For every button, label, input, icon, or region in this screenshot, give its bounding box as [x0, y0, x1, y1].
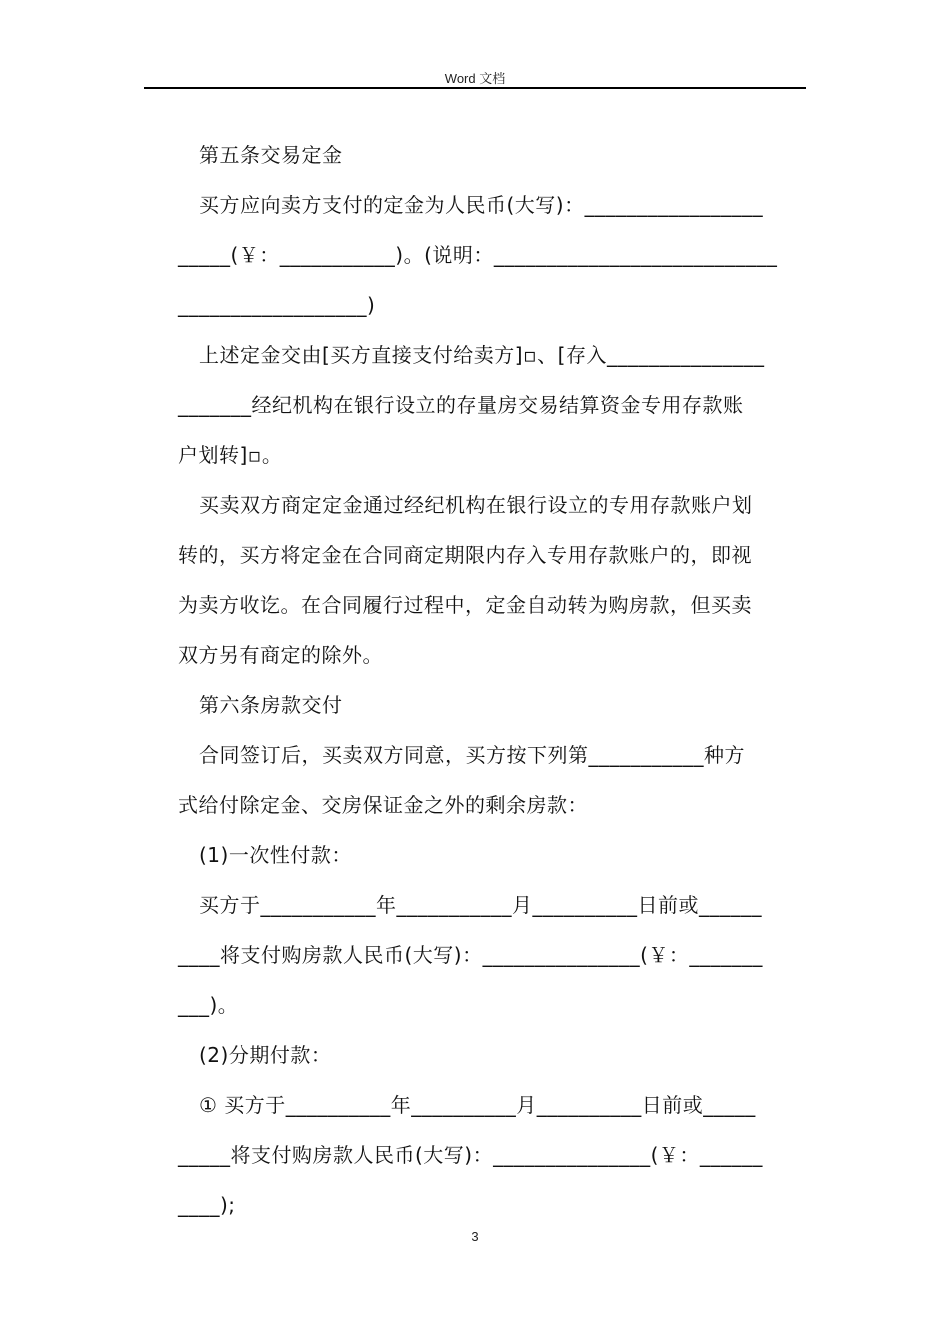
- page-number: 3: [471, 1229, 479, 1244]
- paragraph-line: ____);: [178, 1193, 236, 1217]
- article-6-heading: 第六条房款交付: [199, 693, 343, 717]
- paragraph-line: _____(￥：___________)。(说明：___________________________: [178, 243, 778, 267]
- paragraph-line: _______经纪机构在银行设立的存量房交易结算资金专用存款账: [178, 393, 744, 417]
- paragraph-line: 转的，买方将定金在合同商定期限内存入专用存款账户的，即视: [178, 543, 752, 567]
- option-1-heading: (1)一次性付款：: [199, 843, 352, 867]
- article-5-heading: 第五条交易定金: [199, 143, 343, 167]
- option-2-heading: (2)分期付款：: [199, 1043, 332, 1067]
- paragraph-line: 双方另有商定的除外。: [178, 643, 383, 667]
- header-rule: [144, 87, 806, 89]
- paragraph-line: _____将支付购房款人民币(大写)：_______________(￥：______: [178, 1143, 763, 1167]
- paragraph-line: 买方应向卖方支付的定金为人民币(大写)：_________________: [199, 193, 764, 217]
- paragraph-line: 为卖方收讫。在合同履行过程中，定金自动转为购房款，但买卖: [178, 593, 752, 617]
- paragraph-line: 户划转]▫。: [178, 443, 283, 467]
- page-header: Word 文档: [444, 71, 506, 86]
- paragraph-line: ____将支付购房款人民币(大写)：_______________(￥：_______: [178, 943, 763, 967]
- paragraph-line: ① 买方于__________年__________月__________日前或_____: [199, 1093, 756, 1117]
- paragraph-line: 买方于___________年___________月__________日前或______: [199, 893, 762, 917]
- paragraph-line: 合同签订后，买卖双方同意，买方按下列第___________种方: [199, 743, 745, 767]
- paragraph-line: 上述定金交由[买方直接支付给卖方]▫、[存入_______________: [199, 343, 765, 367]
- paragraph-line: 式给付除定金、交房保证金之外的剩余房款：: [178, 793, 588, 817]
- paragraph-line: __________________): [178, 293, 376, 317]
- paragraph-line: 买卖双方商定定金通过经纪机构在银行设立的专用存款账户划: [199, 493, 753, 517]
- document-body: [178, 130, 804, 1230]
- paragraph-line: ___)。: [178, 993, 239, 1017]
